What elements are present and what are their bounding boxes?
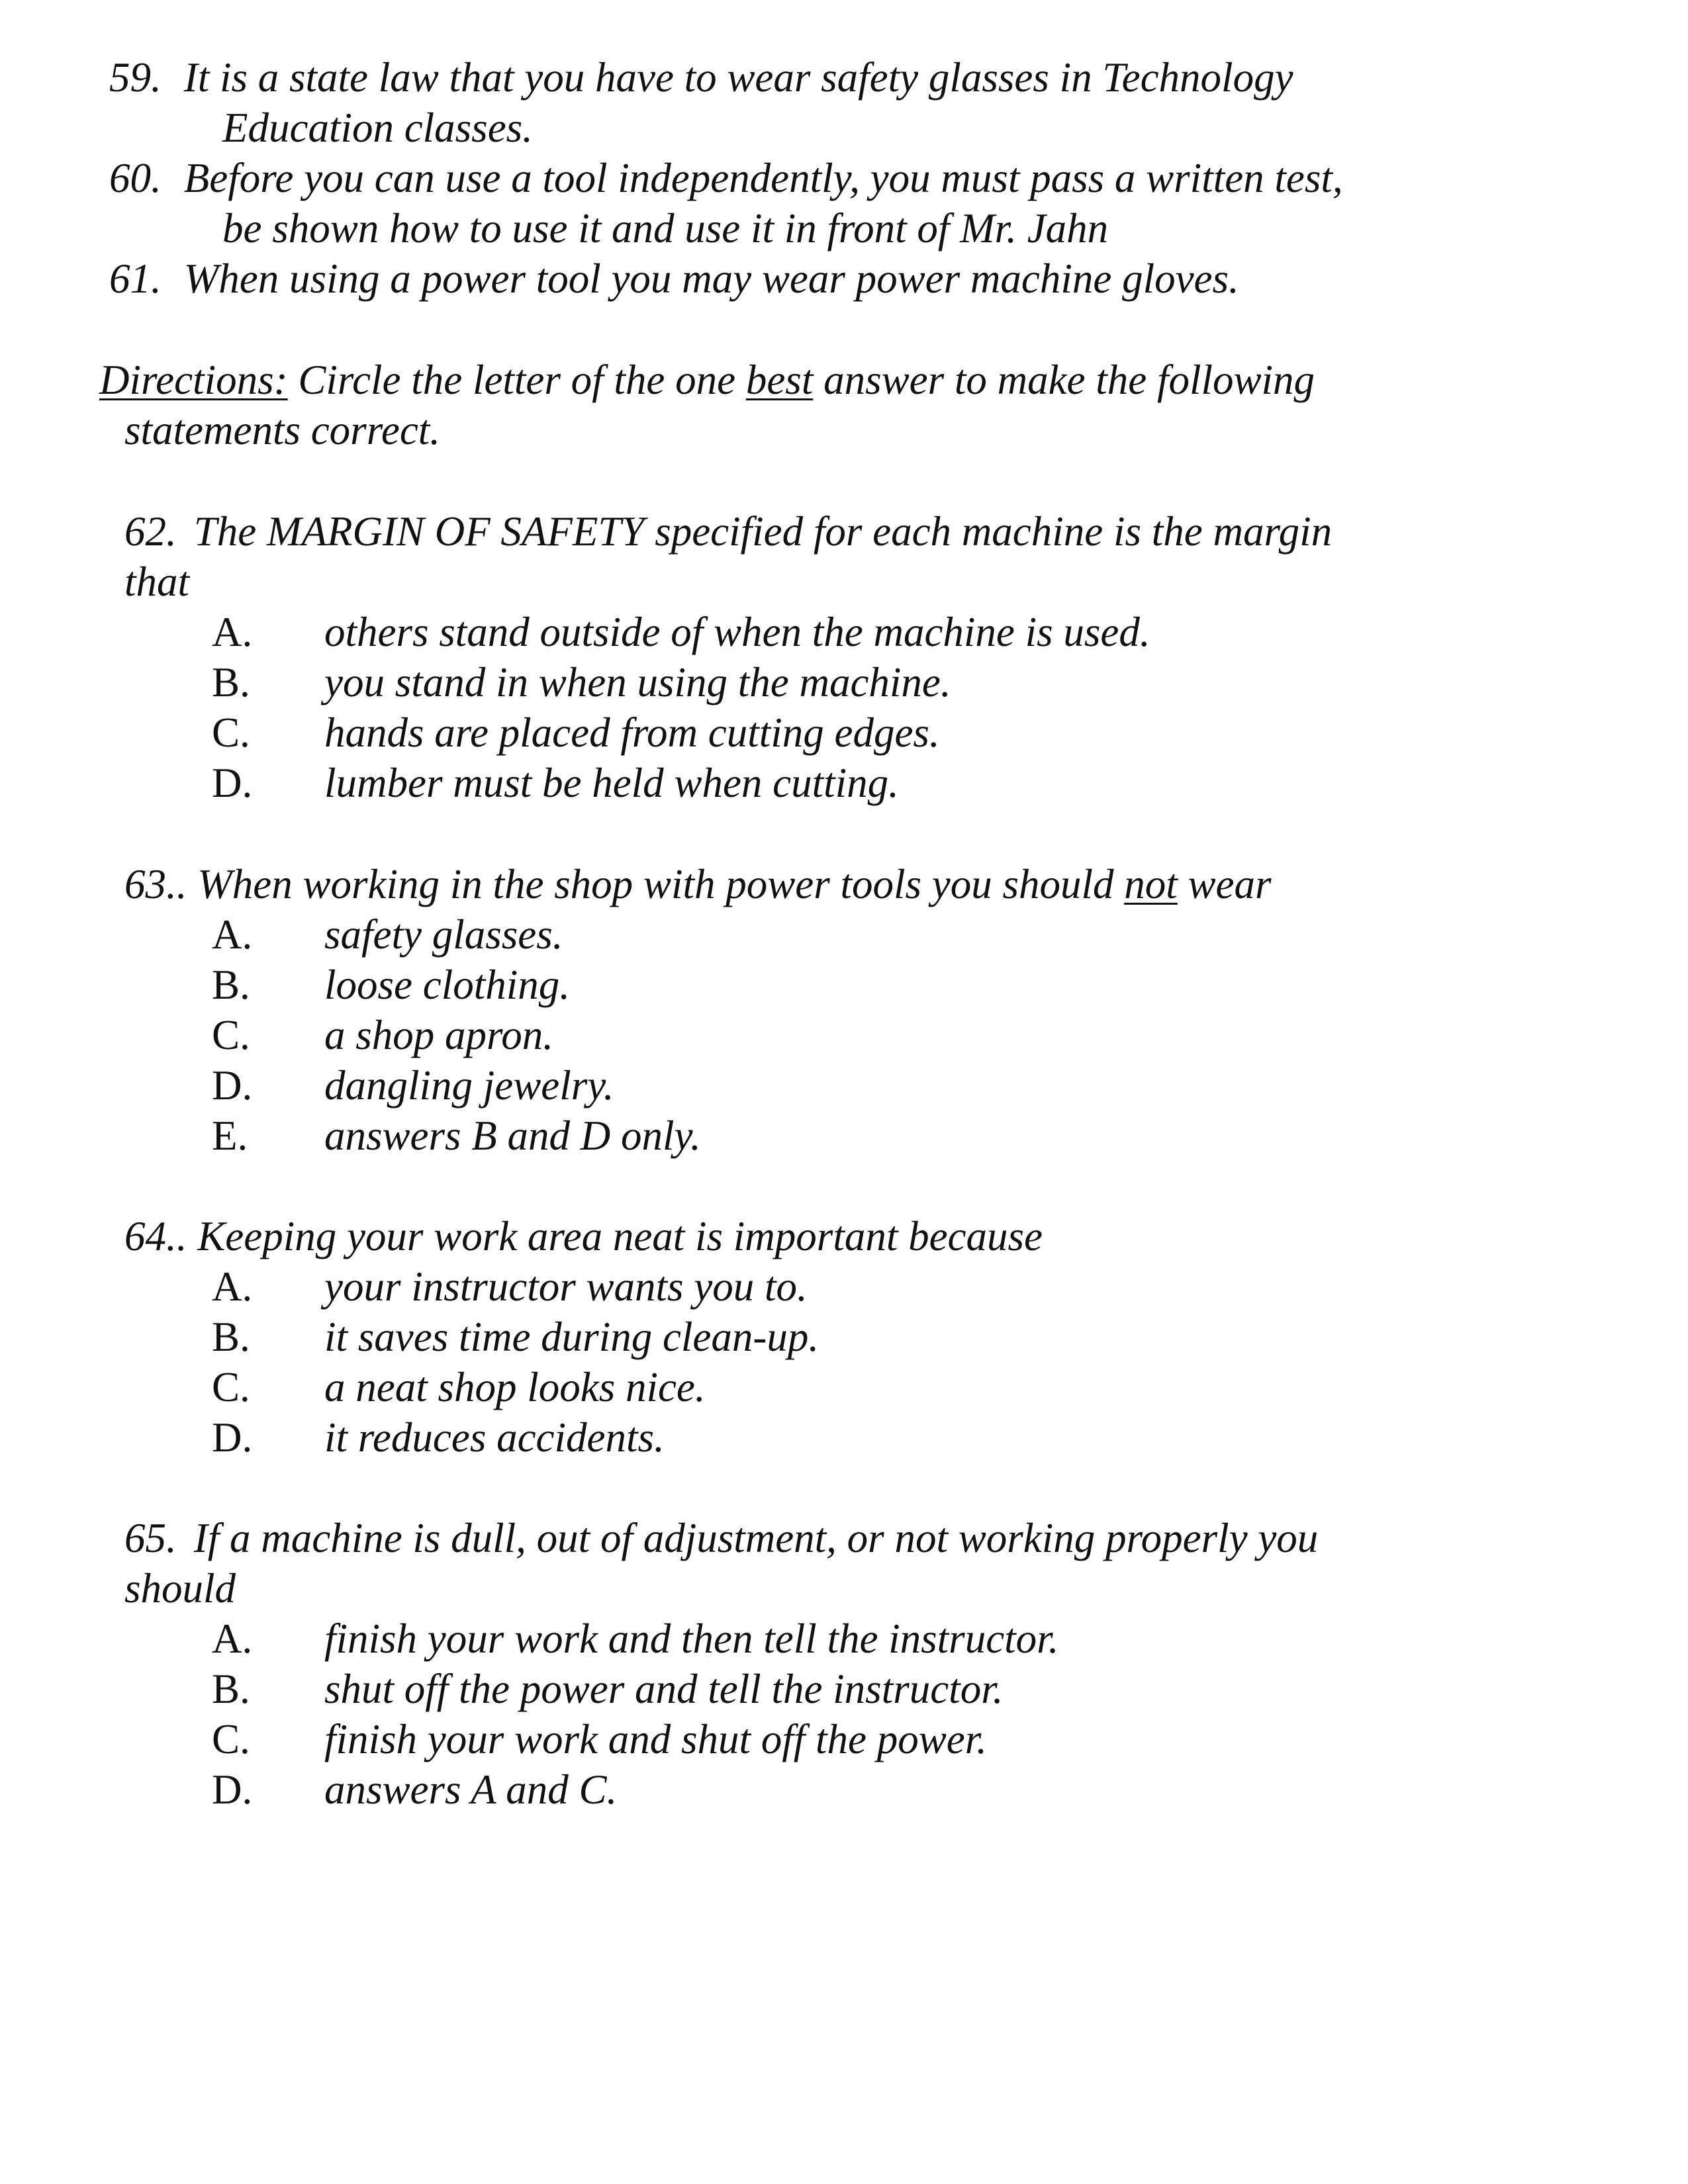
option-letter[interactable]: C.: [212, 709, 250, 756]
option-letter[interactable]: D.: [212, 1766, 253, 1813]
option-text: finish your work and then tell the instructor.: [324, 1615, 1059, 1662]
question-63: 63.. When working in the shop with power tools you should not wear: [124, 861, 1272, 907]
statement-61: [109, 255, 1239, 302]
question-65: [124, 1515, 1319, 1561]
option-text: lumber must be held when cutting.: [324, 760, 899, 806]
option-letter[interactable]: D.: [212, 1414, 253, 1461]
directions-emphasis: best: [745, 357, 814, 403]
directions: Directions: Circle the letter of the one best answer to make the following: [99, 357, 1315, 403]
directions-continuation: statements correct.: [124, 407, 441, 453]
question-number: 65.: [124, 1515, 177, 1561]
question-number: 64..: [124, 1213, 187, 1259]
option-text: a shop apron.: [324, 1012, 553, 1058]
option-letter[interactable]: D.: [212, 1062, 253, 1109]
option-letter[interactable]: B.: [212, 1666, 250, 1712]
question-text: Keeping your work area neat is important because: [187, 1213, 1043, 1259]
option-text: you stand in when using the machine.: [324, 659, 951, 705]
statement-text: It is a state law that you have to wear safety glasses in Technology: [183, 54, 1293, 101]
question-text: If a machine is dull, out of adjustment, or not working properly you: [193, 1515, 1319, 1561]
statement-59: [109, 54, 1293, 101]
question-62-continuation: that: [124, 559, 190, 605]
option-letter[interactable]: C.: [212, 1012, 250, 1058]
option-letter[interactable]: A.: [212, 1615, 253, 1662]
option-letter[interactable]: A.: [212, 1263, 253, 1310]
question-64: [124, 1213, 1043, 1259]
statement-60: [109, 155, 1343, 201]
option-letter[interactable]: C.: [212, 1716, 250, 1762]
question-text: The MARGIN OF SAFETY specified for each machine is the margin: [193, 508, 1333, 555]
statement-number: 60.: [109, 155, 162, 201]
option-text: your instructor wants you to.: [324, 1263, 808, 1310]
question-62: [124, 508, 1333, 555]
option-letter[interactable]: B.: [212, 659, 250, 705]
question-65-continuation: should: [124, 1565, 236, 1612]
question-number: 63..: [124, 861, 187, 907]
option-text: others stand outside of when the machine is used.: [324, 609, 1150, 655]
statement-text: Before you can use a tool independently, you must pass a written test,: [183, 155, 1343, 201]
option-text: loose clothing.: [324, 962, 570, 1008]
option-text: answers A and C.: [324, 1766, 618, 1813]
option-text: finish your work and shut off the power.: [324, 1716, 988, 1762]
statement-60-continuation: be shown how to use it and use it in front of Mr. Jahn: [222, 205, 1109, 251]
option-text: it reduces accidents.: [324, 1414, 665, 1461]
statement-59-continuation: Education classes.: [222, 105, 533, 151]
option-text: dangling jewelry.: [324, 1062, 614, 1109]
option-text: hands are placed from cutting edges.: [324, 709, 940, 756]
question-emphasis: not: [1124, 861, 1178, 907]
option-text: safety glasses.: [324, 911, 563, 958]
question-number: 62.: [124, 508, 177, 555]
option-letter[interactable]: B.: [212, 1314, 250, 1360]
statement-number: 61.: [109, 255, 162, 302]
statement-text: When using a power tool you may wear power machine gloves.: [183, 255, 1239, 302]
statement-number: 59.: [109, 54, 162, 101]
directions-label: Directions:: [99, 357, 288, 403]
option-letter[interactable]: C.: [212, 1364, 250, 1410]
option-text: a neat shop looks nice.: [324, 1364, 706, 1410]
option-letter[interactable]: E.: [212, 1113, 248, 1159]
option-letter[interactable]: D.: [212, 760, 253, 806]
option-text: it saves time during clean-up.: [324, 1314, 820, 1360]
option-letter[interactable]: A.: [212, 609, 253, 655]
option-letter[interactable]: A.: [212, 911, 253, 958]
option-letter[interactable]: B.: [212, 962, 250, 1008]
option-text: shut off the power and tell the instructor.: [324, 1666, 1004, 1712]
option-text: answers B and D only.: [324, 1113, 701, 1159]
